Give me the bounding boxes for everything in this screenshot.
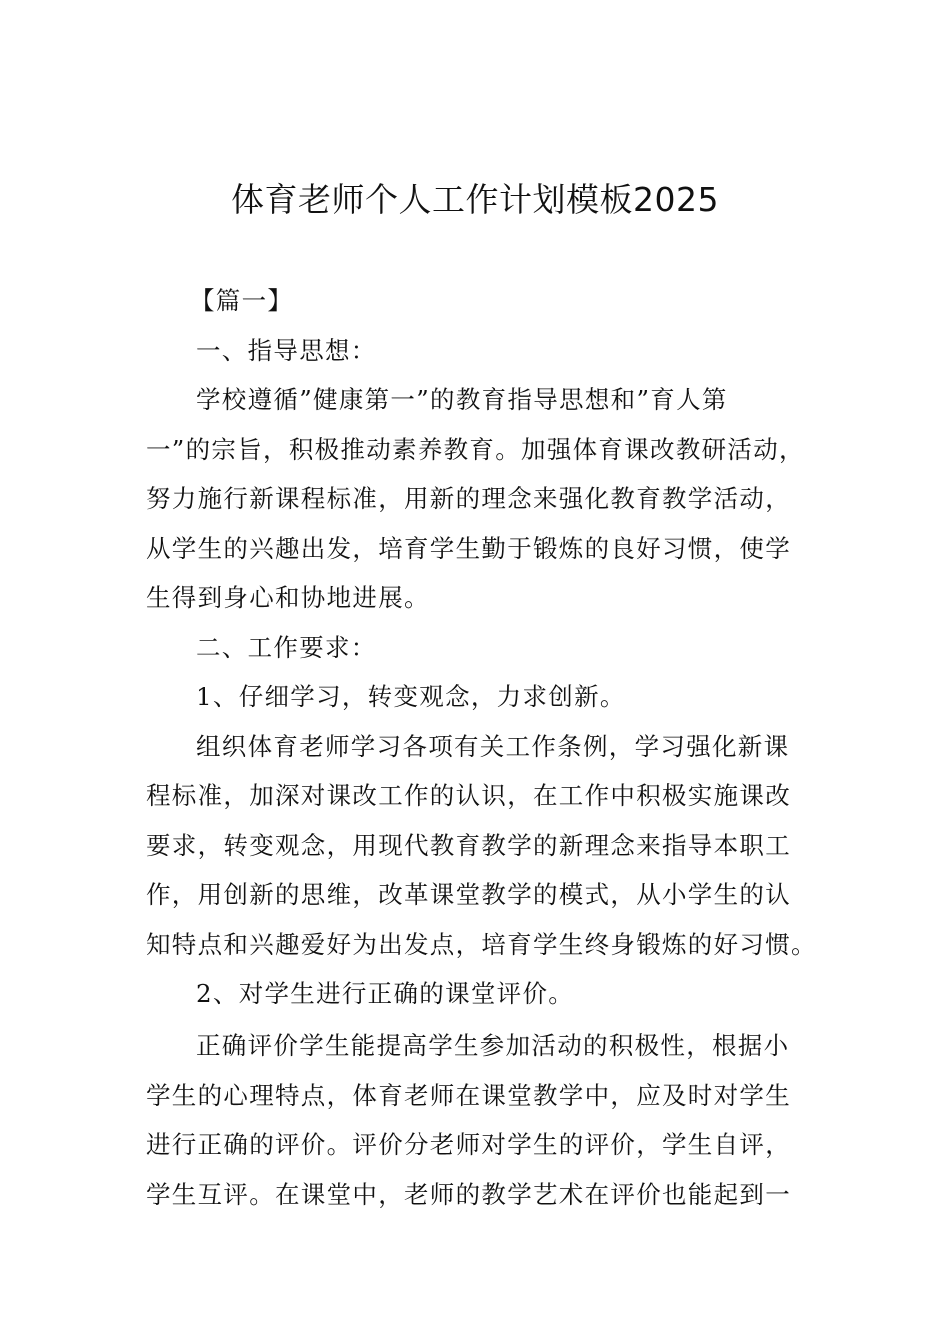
paragraph-line: 一”的宗旨，积极推动素养教育。加强体育课改教研活动， — [146, 435, 805, 464]
paragraph-line: 生得到身心和协地进展。 — [146, 583, 430, 612]
paragraph-line: 学生互评。在课堂中，老师的教学艺术在评价也能起到一 — [146, 1180, 791, 1209]
paragraph-line: 知特点和兴趣爱好为出发点，培育学生终身锻炼的好习惯。 — [146, 930, 817, 959]
paragraph-line: 努力施行新课程标准，用新的理念来强化教育教学活动， — [146, 484, 791, 513]
paragraph-line: 程标准，加深对课改工作的认识，在工作中积极实施课改 — [146, 781, 791, 810]
paragraph-line: 学校遵循”健康第一”的教育指导思想和”育人第 — [196, 385, 728, 414]
item-heading-1: 1、仔细学习，转变观念，力求创新。 — [196, 682, 626, 711]
section-heading-guiding-ideology: 一、指导思想： — [196, 336, 377, 365]
paragraph-line: 进行正确的评价。评价分老师对学生的评价，学生自评， — [146, 1130, 791, 1159]
paragraph-line: 学生的心理特点，体育老师在课堂教学中，应及时对学生 — [146, 1081, 791, 1110]
paragraph-line: 作，用创新的思维，改革课堂教学的模式，从小学生的认 — [146, 880, 791, 909]
paragraph-line: 正确评价学生能提高学生参加活动的积极性，根据小 — [196, 1031, 790, 1060]
paragraph-line: 组织体育老师学习各项有关工作条例，学习强化新课 — [196, 732, 790, 761]
paragraph-line: 从学生的兴趣出发，培育学生勤于锻炼的良好习惯，使学 — [146, 534, 791, 563]
part-label: 【篇一】 — [190, 286, 294, 315]
document-title: 体育老师个人工作计划模板2025 — [231, 180, 719, 219]
section-heading-work-requirements: 二、工作要求： — [196, 633, 377, 662]
paragraph-line: 要求，转变观念，用现代教育教学的新理念来指导本职工 — [146, 831, 791, 860]
item-heading-2: 2、对学生进行正确的课堂评价。 — [196, 979, 575, 1008]
